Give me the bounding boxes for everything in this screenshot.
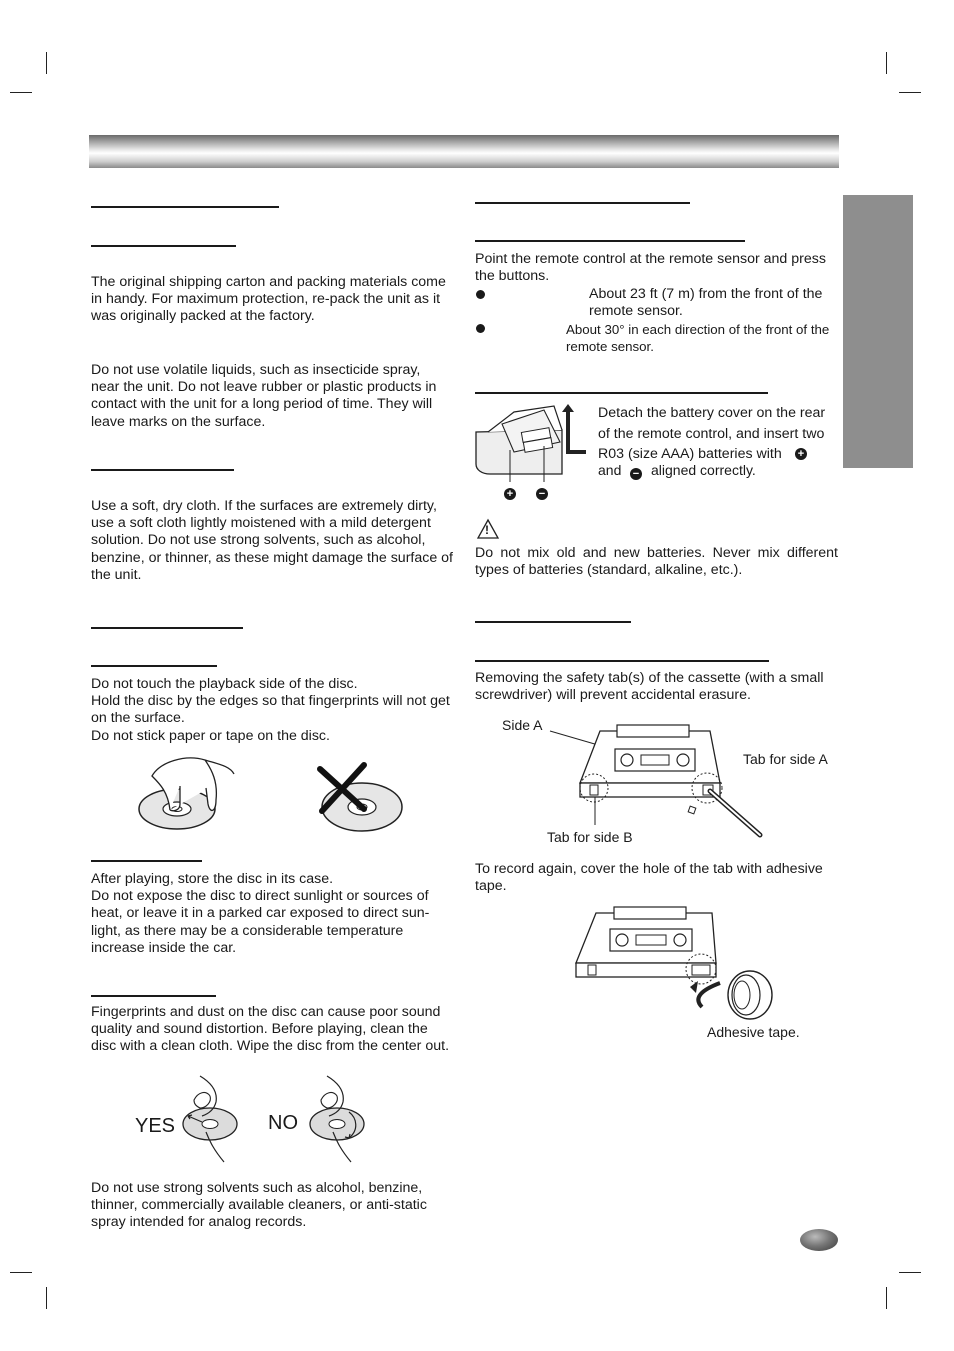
record-again-paragraph: To record again, cover the hole of the tab with adhesive tape.: [475, 861, 823, 895]
caution-paragraph: Do not mix old and new batteries. Never mix different types of batteries (standard, alkaline, etc.).: [475, 545, 838, 579]
remote-battery-illustration: [474, 402, 594, 497]
disc-hold-correct-illustration: [130, 752, 240, 837]
disc-handling-paragraph: Do not touch the playback side of the disc. Hold the disc by the edges so that fingerprints will not get on the surface. Do not stick paper or tape on the disc.: [91, 676, 450, 744]
battery-aligned-text: aligned correctly.: [651, 462, 756, 478]
plus-sign-icon: +: [504, 483, 516, 501]
bullet: [476, 290, 485, 299]
disc-hold-wrong-illustration: [312, 755, 407, 835]
crop-mark: [46, 52, 47, 74]
shipping-paragraph: The original shipping carton and packing materials come in handy. For maximum protection, re-pack the unit as it was originally packed at the factory.: [91, 274, 446, 325]
crop-mark: [10, 1272, 32, 1273]
side-tab: [843, 195, 913, 468]
crop-mark: [886, 52, 887, 74]
caution-symbol: !: [485, 523, 489, 537]
cleaning-unit-paragraph: Use a soft, dry cloth. If the surfaces are extremely dirty, use a soft cloth lightly moistened with a mild detergent solution. Do not use strong solvents, such as alcohol, benzine, or thinner, as these might damage the surface of the unit.: [91, 498, 454, 583]
cassette-adhesive-illustration: [574, 907, 779, 1022]
yes-label: YES: [135, 1115, 176, 1137]
section-rule: [475, 202, 690, 204]
crop-mark: [899, 1272, 921, 1273]
crop-mark: [886, 1287, 887, 1309]
tab-a-label: Tab for side A: [743, 751, 828, 767]
subsection-rule: [91, 860, 202, 862]
section-rule: [91, 206, 279, 208]
bullet: [476, 324, 485, 333]
solvents-paragraph: Do not use strong solvents such as alcohol, benzine, thinner, commercially available cleaners, or anti-static spray intended for analog records.: [91, 1180, 427, 1231]
subsection-rule: [91, 995, 216, 997]
disc-cleaning-paragraph: Fingerprints and dust on the disc can cause poor sound quality and sound distortion. Before playing, clean the disc with a clean cloth. Wipe the disc from the center out.: [91, 1004, 450, 1055]
page-number-badge: [800, 1229, 838, 1251]
side-a-label: Side A: [502, 717, 543, 733]
crop-mark: [46, 1287, 47, 1309]
minus-sign-icon: −: [630, 463, 642, 481]
crop-mark: [10, 92, 32, 93]
disc-storing-paragraph: After playing, store the disc in its case. Do not expose the disc to direct sunlight or sources of heat, or leave it in a parked car exposed to direct sun-light, as there may be a considerable temperature increase inside the car.: [91, 871, 430, 956]
subsection-rule: [475, 392, 768, 394]
remote-range-paragraph: Point the remote control at the remote sensor and press the buttons.: [475, 251, 826, 285]
plus-sign-icon: +: [795, 443, 807, 461]
crop-mark: [899, 92, 921, 93]
subsection-rule: [91, 245, 236, 247]
erasure-paragraph: Removing the safety tab(s) of the cassette (with a small screwdriver) will prevent accidental erasure.: [475, 670, 824, 704]
disc-wipe-correct-illustration: [180, 1072, 240, 1168]
subsection-rule: [91, 469, 234, 471]
subsection-rule: [91, 665, 217, 667]
minus-sign-icon: −: [536, 483, 548, 501]
tab-b-label: Tab for side B: [547, 829, 633, 845]
battery-and-text: and: [598, 462, 622, 478]
distance-text: About 23 ft (7 m) from the front of the remote sensor.: [589, 286, 823, 320]
no-label: NO: [268, 1112, 298, 1134]
subsection-rule: [475, 660, 769, 662]
section-rule: [91, 627, 243, 629]
battery-paragraph: Detach the battery cover on the rear of the remote control, and insert two R03 (size AAA) batteries with: [598, 405, 826, 462]
section-rule: [475, 621, 631, 623]
subsection-rule: [475, 240, 745, 242]
adhesive-tape-label: Adhesive tape.: [707, 1024, 800, 1040]
header-bar: [89, 135, 839, 168]
surface-paragraph: Do not use volatile liquids, such as insecticide spray, near the unit. Do not leave rubber or plastic products in contact with the unit for a long period of time. They will leave marks on the surface.: [91, 362, 437, 430]
disc-wipe-wrong-illustration: [305, 1072, 370, 1168]
angle-text: About 30° in each direction of the front of the remote sensor.: [566, 322, 830, 355]
cassette-tab-illustration: [545, 725, 765, 840]
